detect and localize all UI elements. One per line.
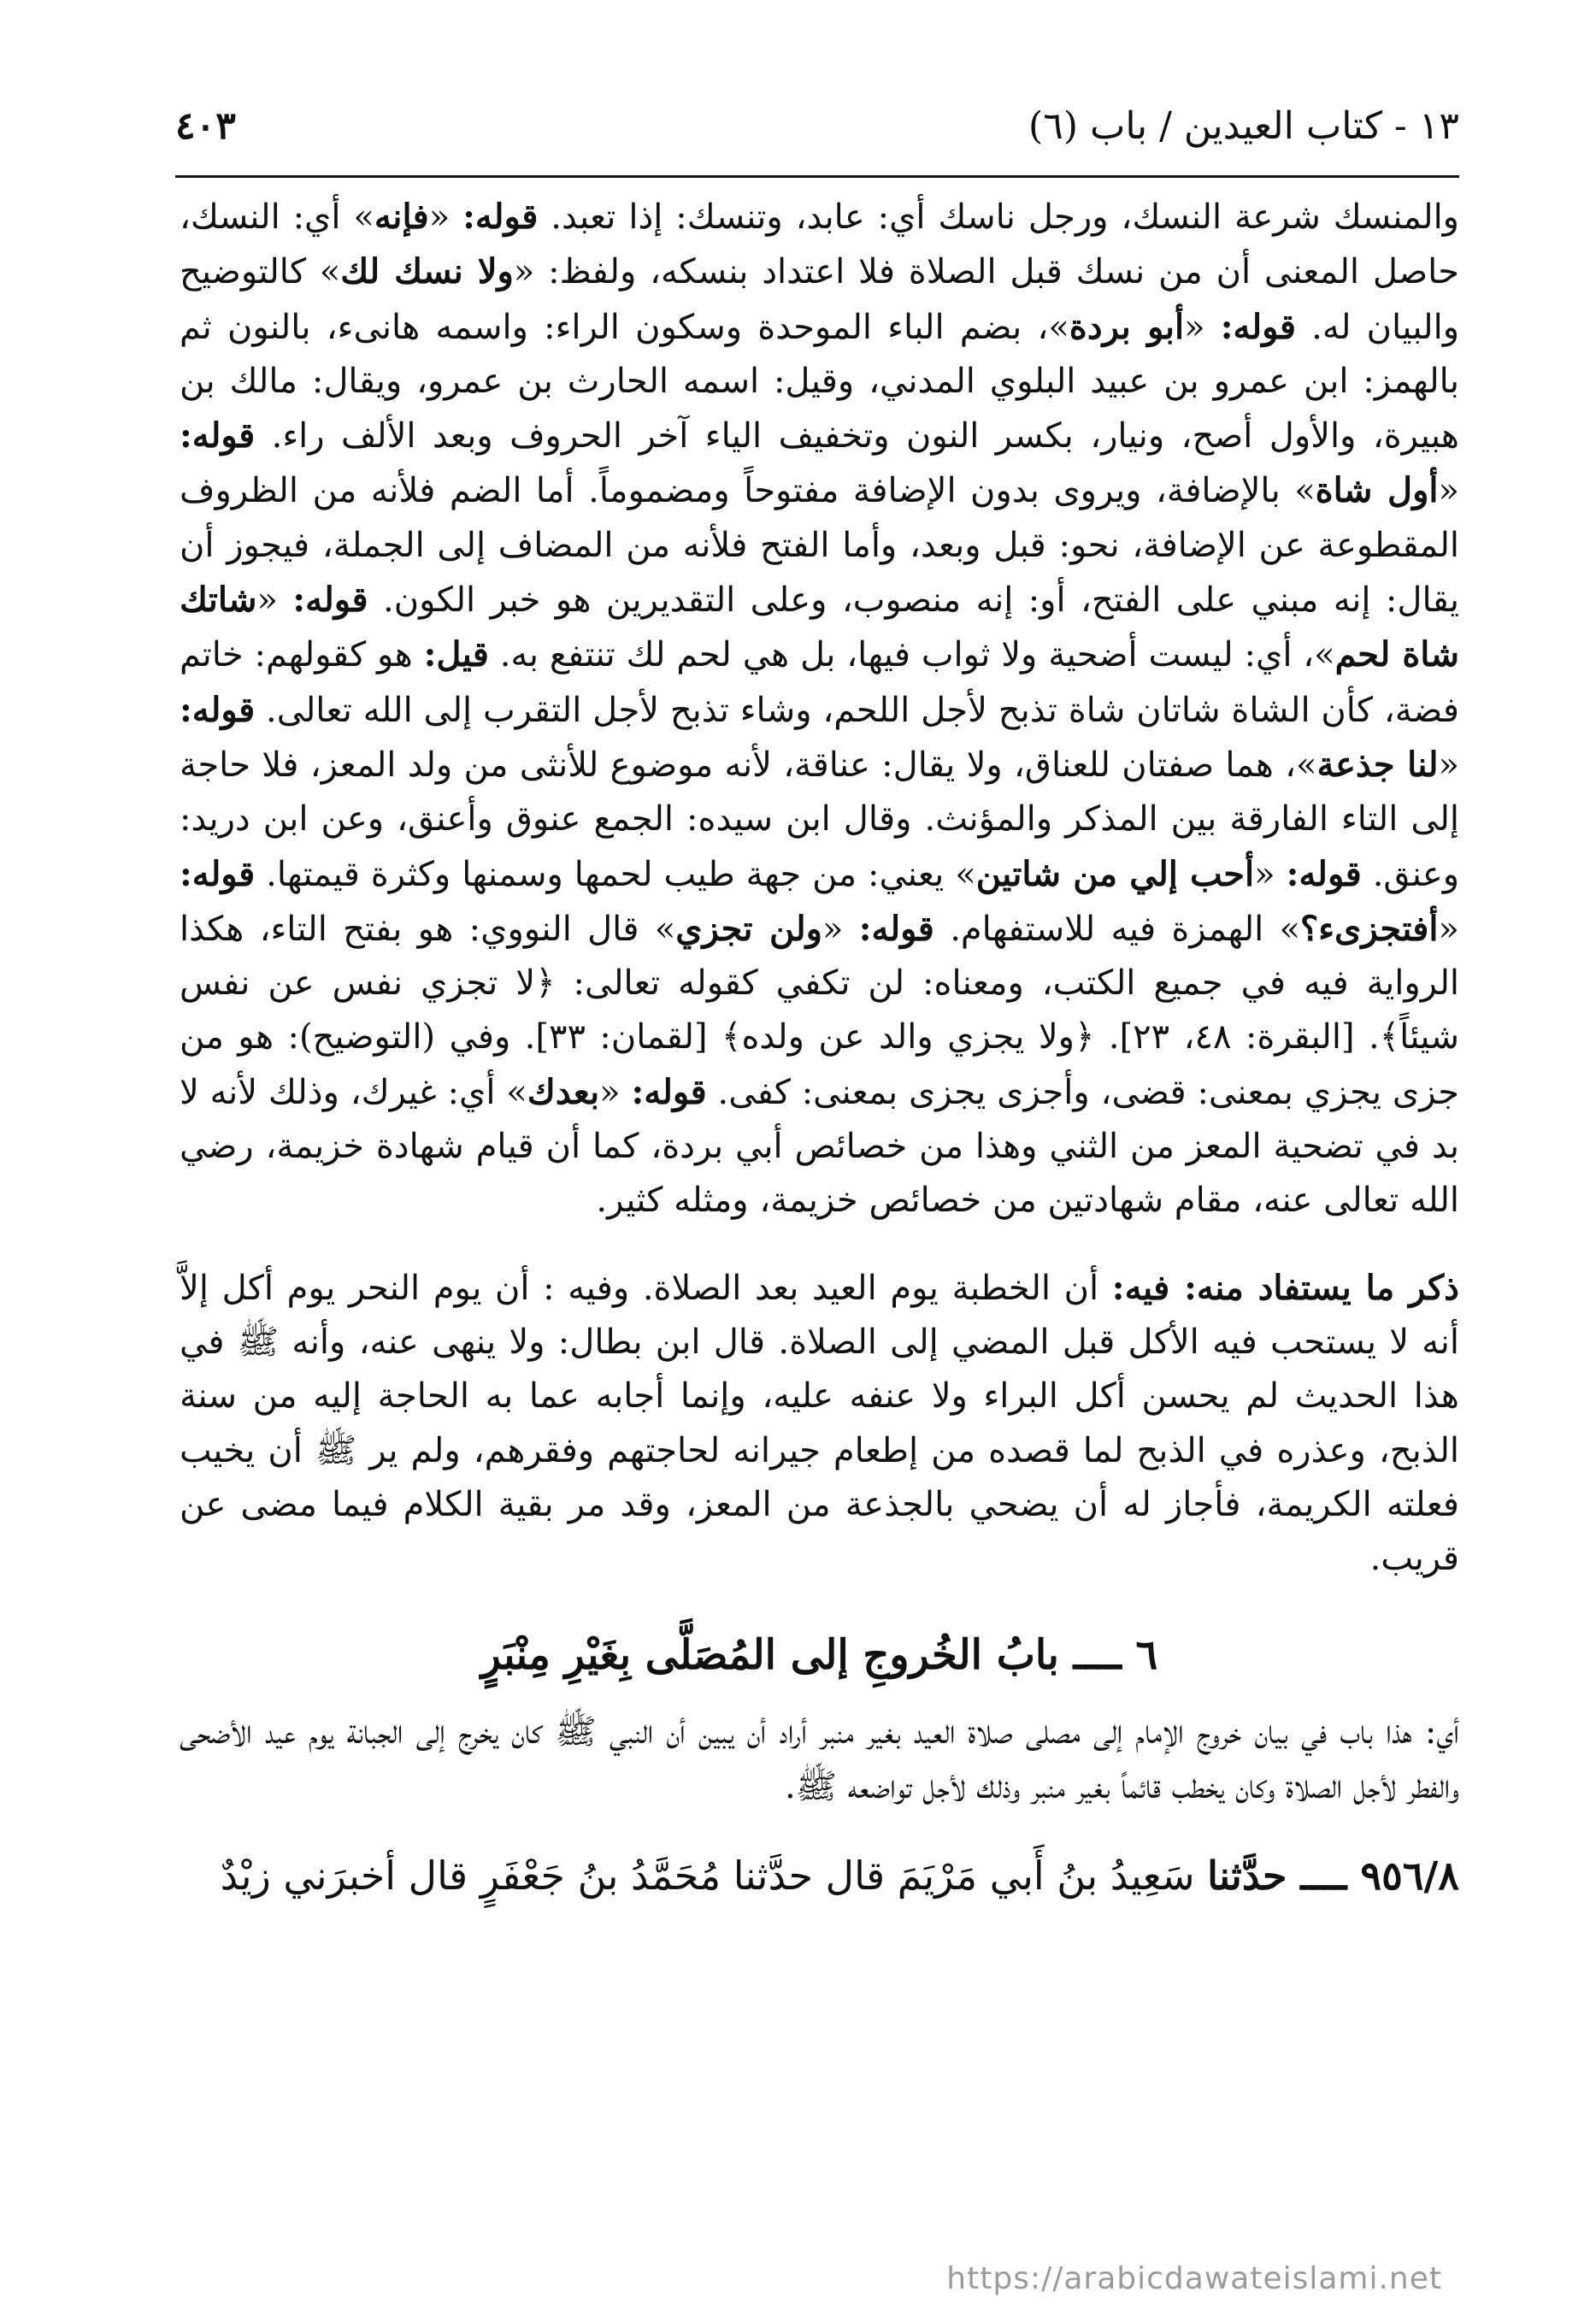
page-body bbox=[180, 190, 1459, 1903]
quoted-phrase: فإنه bbox=[374, 197, 429, 237]
hadith-number: ٩٥٦/٨ bbox=[1360, 1853, 1459, 1900]
header-rule bbox=[175, 175, 1459, 178]
hadith-line: ٩٥٦/٨ ــــ حدَّثنا سَعِيدُ بنُ أَبي مَرْيَمَ قال حدَّثنا مُحَمَّدُ بنُ جَعْفَرٍ قال أخبرَني زيْدٌ bbox=[220, 1853, 1459, 1900]
keyword: قوله: bbox=[180, 853, 256, 894]
commentary-paragraph-2: ذكر ما يستفاد منه: فيه: أن الخطبة يوم العيد بعد الصلاة. وفيه : أن يوم النحر يوم أكل إلاَّ أنه لا يستحب فيه الأكل قبل المضي إلى الصلاة. قال ابن بطال: ولا ينهى عنه، وأنه ﷺ في هذا الحديث لم يحسن أكل البراء ولا عنفه عليه، وإنما أجابه عما به الحاجة إليه من سنة الذبح، وعذره في الذبح لما قصده من إطعام جيرانه لحاجتهم وفقرهم، ولم ير ﷺ أن يخيب فعلته الكريمة، فأجاز له أن يضحي بالجذعة من المعز، وقد مر بقية الكلام فيما مضى عن قريب. bbox=[180, 1267, 1460, 1579]
keyword: قوله: bbox=[858, 908, 934, 949]
keyword: قوله: bbox=[631, 1071, 707, 1112]
quoted-phrase: بعدك bbox=[527, 1071, 600, 1112]
quoted-phrase: لنا جذعة bbox=[1316, 744, 1439, 785]
quoted-phrase: ولا نسك لك bbox=[340, 251, 514, 292]
watermark: https://arabicdawateislami.net bbox=[946, 2261, 1442, 2296]
commentary-paragraph-1: والمنسك شرعة النسك، ورجل ناسك أي: عابد، وتنسك: إذا تعبد. قوله: «فإنه» أي: النسك، حاصل المعنى أن من نسك قبل الصلاة فلا اعتداد بنسكه، ولفظ: «ولا نسك لك» كالتوضيح والبيان له. قوله: «أبو بردة»، بضم الباء الموحدة وسكون الراء: واسمه هانىء، بالنون ثم بالهمز: ابن عمرو بن عبيد البلوي المدني، وقيل: اسمه الحارث بن عمرو، ويقال: مالك بن هبيرة، والأول أصح، ونيار، بكسر النون وتخفيف الياء آخر الحروف وبعد الألف راء. قوله: «أول شاة» بالإضافة، ويروى بدون الإضافة مفتوحاً ومضموماً. أما الضم فلأنه من الظروف المقطوعة عن الإضافة، نحو: قبل وبعد، وأما الفتح فلأنه من المضاف إلى الجملة، فيجوز أن يقال: إنه مبني على الفتح، أو: إنه منصوب، وعلى التقديرين هو خبر الكون. قوله: «شاتك شاة لحم»، أي: ليست أضحية ولا ثواب فيها، بل هي لحم لك تنتفع به. قيل: هو كقولهم: خاتم فضة، كأن الشاة شاتان شاة تذبح لأجل اللحم، وشاء تذبح لأجل التقرب إلى الله تعالى. قوله: «لنا جذعة»، هما صفتان للعناق، ولا يقال: عناقة، لأنه موضوع للأنثى من ولد المعز، فلا حاجة إلى التاء الفارقة بين المذكر والمؤنث. وقال ابن سيده: الجمع عنوق وأعنق، وعن ابن دريد: وعنق. قوله: «أحب إلي من شاتين» يعني: من جهة طيب لحمها وسمنها وكثرة قيمتها. قوله: «أفتجزىء؟» الهمزة فيه للاستفهام. قوله: «ولن تجزي» قال النووي: هو بفتح التاء، هكذا الرواية فيه في جميع الكتب، ومعناه: لن تكفي كقوله تعالى: ﴿لا تجزي نفس عن نفس شيئاً﴾. [البقرة: ٤٨، ٢٣]. ﴿ولا يجزي والد عن ولده﴾ [لقمان: ٣٣]. وفي (التوضيح): هو من جزى يجزي بمعنى: قضى، وأجزى يجزى بمعنى: كفى. قوله: «بعدك» أي: غيرك، وذلك لأنه لا بد في تضحية المعز من الثني وهذا من خصائص أبي بردة، كما أن قيام شهادة خزيمة، رضي الله تعالى عنه، مقام شهادتين من خصائص خزيمة، ومثله كثير. bbox=[180, 197, 1460, 1221]
chapter-explanation: أي: هذا باب في بيان خروج الإمام إلى مصلى صلاة العيد بغير منبر أراد أن يبين أن النبي ﷺ كان يخرج إلى الجبانة يوم عيد الأضحى والفطر لأجل الصلاة وكان يخطب قائماً بغير منبر وذلك لأجل تواضعه ﷺ. bbox=[180, 1712, 1459, 1806]
quoted-phrase: أول شاة bbox=[1315, 470, 1439, 511]
quoted-phrase: أبو بردة bbox=[1069, 306, 1185, 347]
quoted-phrase: ولن تجزي bbox=[675, 908, 822, 949]
keyword: قوله: bbox=[1286, 853, 1362, 894]
hadith-lead: حدَّثنا bbox=[1207, 1853, 1287, 1900]
quoted-phrase: أفتجزىء؟ bbox=[1300, 908, 1439, 949]
keyword: قوله: bbox=[1220, 306, 1296, 347]
hadith-text: سَعِيدُ بنُ أَبي مَرْيَمَ قال حدَّثنا مُحَمَّدُ بنُ جَعْفَرٍ قال أخبرَني زيْدٌ bbox=[220, 1853, 1208, 1900]
page-number: ٤٠٣ bbox=[175, 104, 236, 148]
keyword: قوله: bbox=[180, 415, 256, 457]
keyword: قوله: bbox=[292, 580, 368, 621]
keyword: قيل: bbox=[423, 634, 489, 675]
keyword: قوله: bbox=[462, 197, 539, 237]
keyword: قوله: bbox=[180, 689, 256, 730]
running-header bbox=[175, 101, 1459, 152]
quoted-phrase: أحب إلي من شاتين bbox=[975, 853, 1255, 894]
header-title: ١٣ - كتاب العيدين / باب (٦) bbox=[1028, 104, 1459, 148]
chapter-heading: ٦ ــــ بابُ الخُروجِ إلى المُصَلَّى بِغَيْرِ مِنْبَرٍ bbox=[480, 1631, 1158, 1680]
quoted-phrase: شاتك شاة لحم bbox=[180, 580, 1459, 675]
section-label: ذكر ما يستفاد منه: bbox=[1184, 1267, 1459, 1308]
keyword: فيه: bbox=[1111, 1267, 1185, 1308]
